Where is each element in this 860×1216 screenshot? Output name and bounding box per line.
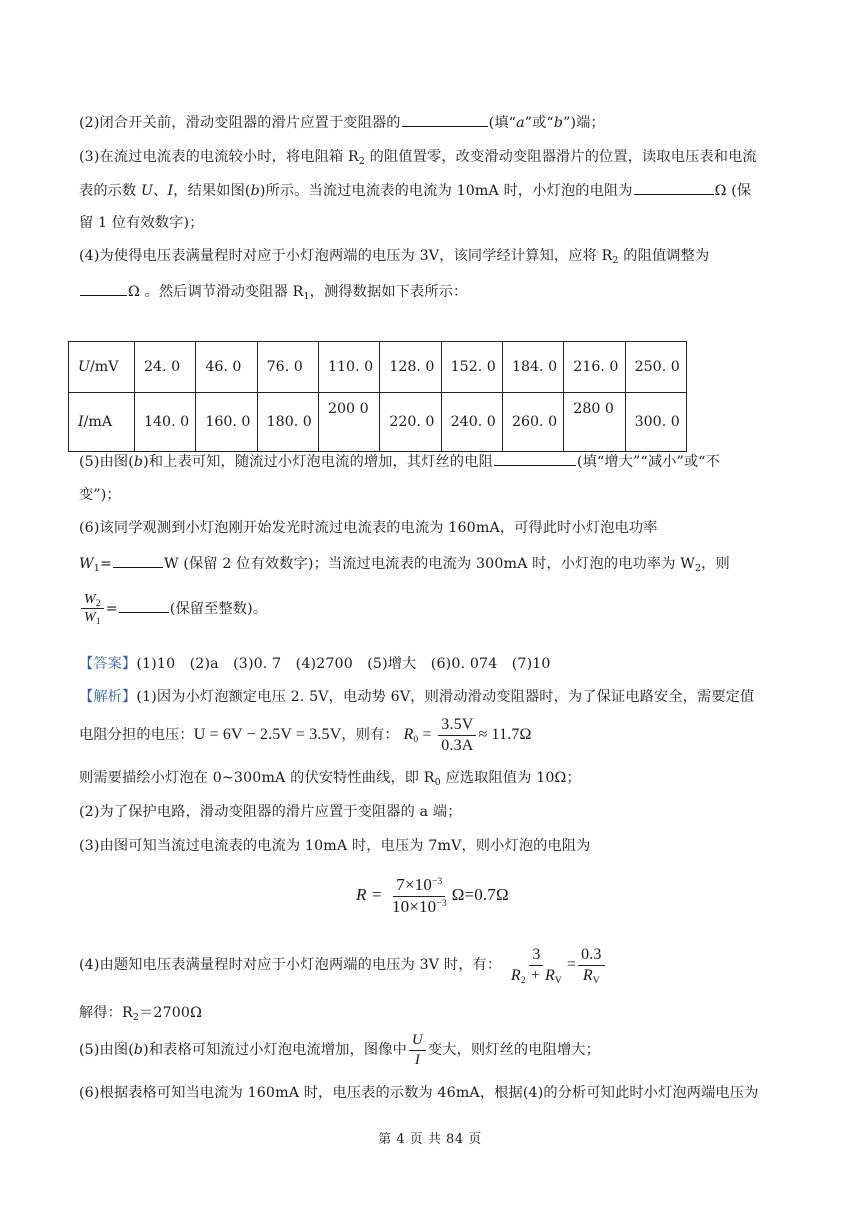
question-6-line-2: $W_1= W$ (保留 2 位有效数字)；当流过电流表的电流为 300mA 时，小灯泡的电功率为 $W_2$，则 — [79, 553, 730, 574]
question-4-line-2: Ω 。然后调节滑动变阻器 $R_1$，测得数据如下表所示： — [79, 281, 467, 302]
equation-voltmeter-ratio-right: $\frac{0.3}{R_V}$ — [578, 946, 604, 984]
question-3-line-3: 留 1 位有效数字)； — [79, 215, 204, 231]
answer-text: (1)10 (2)a (3)0. 7 (4)2700 (5)增大 (6)0. 074 (7)10 — [136, 656, 551, 672]
table-cell: 184. 0 — [502, 342, 563, 393]
data-table — [68, 341, 687, 452]
answer-blank — [113, 553, 163, 568]
equation-voltmeter-ratio-left: $\frac{3}{R_2 + R_V}$ — [510, 945, 562, 986]
row-header-u: U/mV — [69, 342, 135, 393]
analysis-line-4: (2)为了保护电路，滑动变阻器的滑片应置于变阻器的 a 端； — [79, 804, 462, 820]
table-cell: 260. 0 — [502, 393, 563, 452]
question-6-line-3: $\frac{W_2}{W_1}$ = (保留至整数)。 — [79, 592, 267, 626]
table-cell: 128. 0 — [380, 342, 441, 393]
answer-blank — [80, 281, 127, 296]
question-5-line-1: (5)由图(b)和上表可知，随流过小灯泡电流的增加，其灯丝的电阻 (填“增大”“减小”或“不 — [79, 451, 720, 472]
table-cell: 76. 0 — [257, 342, 318, 393]
table-cell: 240. 0 — [441, 393, 502, 452]
question-2: (2)闭合开关前，滑动变阻器的滑片应置于变阻器的 (填“a”或“b”)端； — [79, 112, 605, 133]
table-cell: 280 0 — [564, 393, 625, 452]
analysis-line-6: (4)由题知电压表满量程时对应于小灯泡两端的电压为 3V 时，有： $\frac{3}{R_2 + R_V}$ = $\frac{0.3}{R_V}$ — [79, 945, 607, 985]
table-row-current — [69, 393, 687, 452]
analysis-line-2: 电阻分担的电压：U = 6V − 2.5V = 3.5V，则有： $R_0$ = $\frac{3.5V}{0.3A}$ ≈ 11.7Ω — [79, 716, 532, 754]
table-cell: 216. 0 — [564, 342, 625, 393]
question-6-line-1: (6)该同学观测到小灯泡刚开始发光时流过电流表的电流为 160mA，可得此时小灯泡电功率 — [79, 520, 658, 536]
table-row-voltage — [69, 342, 687, 393]
table-cell: 300. 0 — [625, 393, 686, 452]
analysis-line-9: (6)根据表格可知当电流为 160mA 时，电压表的示数为 46mA，根据(4)的分析可知此时小灯泡两端电压为 — [79, 1085, 759, 1101]
analysis-line-8: (5)由图(b)和表格可知流过小灯泡电流增加，图像中 $\frac{U}{I}$ 变大，则灯丝的电阻增大； — [79, 1032, 600, 1068]
table-cell: 220. 0 — [380, 393, 441, 452]
equation-voltage: U = 6V − 2.5V = 3.5V — [193, 726, 342, 744]
answer-line — [79, 654, 551, 674]
answer-blank — [494, 451, 576, 466]
analysis-label: 【解析】 — [79, 689, 137, 705]
answer-blank — [402, 112, 488, 127]
analysis-line-1: 【解析】(1)因为小灯泡额定电压 2. 5V，电动势 6V，则滑动滑动变阻器时，为了保证电路安全，需要定值 — [79, 689, 755, 705]
table-cell: 250. 0 — [625, 342, 686, 393]
analysis-line-5: (3)由图可知当流过电流表的电流为 10mA 时，电压为 7mV，则小灯泡的电阻为 — [79, 838, 591, 854]
page-footer: 第 4 页 共 84 页 — [378, 1132, 482, 1147]
table-cell: 110. 0 — [318, 342, 379, 393]
equation-r0: $R_0$ = — [403, 726, 432, 746]
analysis-line-3: 则需要描绘小灯泡在 0~300mA 的伏安特性曲线，即 $R_0$ 应选取阻值为 10Ω； — [79, 770, 581, 788]
question-3-line-1: (3)在流过电流表的电流较小时，将电阻箱 $R_2$ 的阻值置零，改变滑动变阻器滑片的位置，读取电压表和电流 — [79, 149, 757, 167]
question-4-line-1: (4)为使得电压表满量程时对应于小灯泡两端的电压为 3V，该同学经计算知，应将 $R_2$ 的阻值调整为 — [79, 248, 710, 266]
ui-ratio-fraction: $\frac{U}{I}$ — [409, 1032, 426, 1068]
answer-label: 【答案】 — [79, 656, 137, 672]
row-header-i: I/mA — [69, 393, 135, 452]
answer-blank — [119, 598, 169, 613]
equation-resistance: R = $\frac{7\times 10^{-3}}{10\times 10^{-3}}$ Ω=0.7Ω — [356, 874, 509, 916]
question-3-line-2: 表的示数 U、I，结果如图(b)所示。当流过电流表的电流为 10mA 时，小灯泡的电阻为 Ω (保 — [79, 180, 751, 201]
table-cell: 46. 0 — [196, 342, 257, 393]
answer-blank — [634, 180, 714, 195]
equation-resistance-fraction: $\frac{7\times 10^{-3}}{10\times 10^{-3}}$ — [391, 874, 447, 916]
table-cell: 180. 0 — [257, 393, 318, 452]
table-cell: 152. 0 — [441, 342, 502, 393]
analysis-line-7: 解得：$R_2=2700\Omega$ — [79, 1005, 203, 1023]
table-cell: 140. 0 — [135, 393, 196, 452]
table-cell: 200 0 — [318, 393, 379, 452]
ratio-fraction: $\frac{W_2}{W_1}$ — [81, 592, 104, 626]
question-5-line-2: 变”)； — [79, 487, 121, 503]
table-cell: 24. 0 — [135, 342, 196, 393]
q2-text: (2)闭合开关前，滑动变阻器的滑片应置于变阻器的 — [79, 115, 401, 131]
equation-r0-fraction: $\frac{3.5V}{0.3A}$ — [438, 716, 476, 754]
table-cell: 160. 0 — [196, 393, 257, 452]
